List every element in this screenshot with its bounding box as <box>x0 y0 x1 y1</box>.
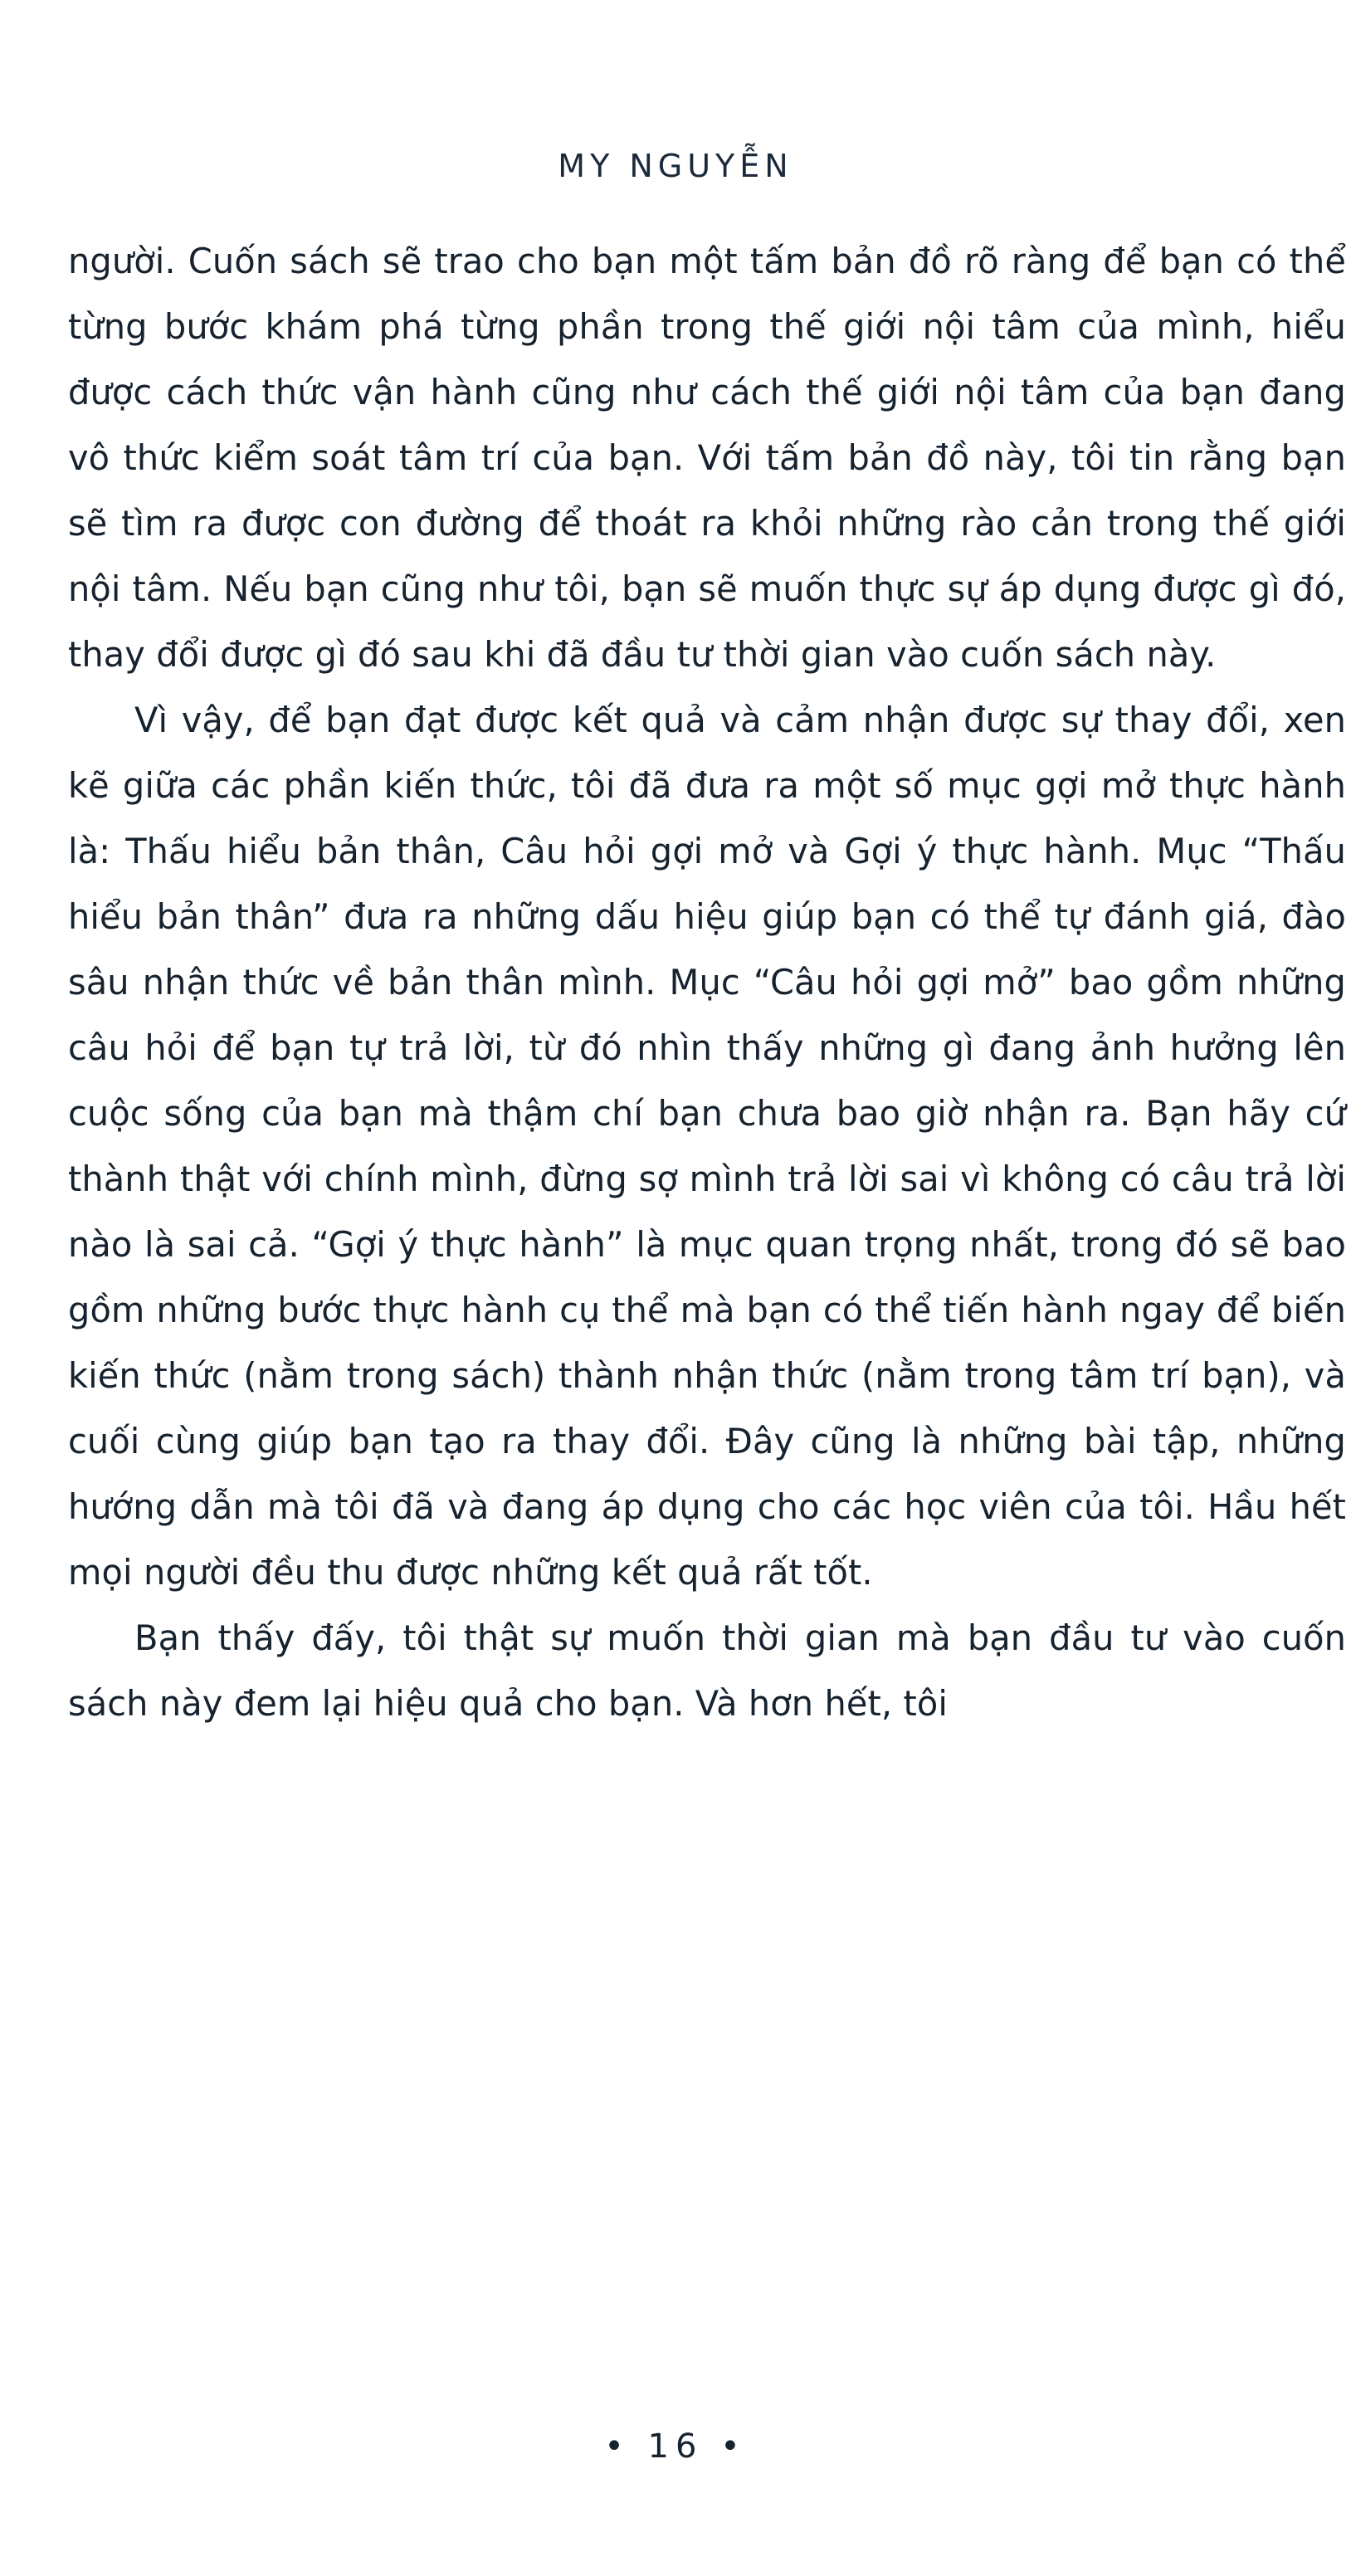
running-head: MY NGUYỄN <box>558 148 793 184</box>
paragraph-3: Bạn thấy đấy, tôi thật sự muốn thời gian mà bạn đầu tư vào cuốn sách này đem lại hiệu quả cho bạn. Và hơn hết, tôi <box>68 1617 1346 1724</box>
page-body <box>68 228 1346 1736</box>
paragraph-1: người. Cuốn sách sẽ trao cho bạn một tấm bản đồ rõ ràng để bạn có thể từng bước khám phá từng phần trong thế giới nội tâm của mình, hiểu được cách thức vận hành cũng như cách thế giới nội tâm của bạn đang vô thức kiểm soát tâm trí của bạn. Với tấm bản đồ này, tôi tin rằng bạn sẽ tìm ra được con đường để thoát ra khỏi những rào cản trong thế giới nội tâm. Nếu bạn cũng như tôi, bạn sẽ muốn thực sự áp dụng được gì đó, thay đổi được gì đó sau khi đã đầu tư thời gian vào cuốn sách này. <box>68 241 1346 675</box>
page-number: • 16 • <box>604 2427 747 2466</box>
paragraph-2: Vì vậy, để bạn đạt được kết quả và cảm nhận được sự thay đổi, xen kẽ giữa các phần kiến thức, tôi đã đưa ra một số mục gợi mở thực hành là: Thấu hiểu bản thân, Câu hỏi gợi mở và Gợi ý thực hành. Mục “Thấu hiểu bản thân” đưa ra những dấu hiệu giúp bạn có thể tự đánh giá, đào sâu nhận thức về bản thân mình. Mục “Câu hỏi gợi mở” bao gồm những câu hỏi để bạn tự trả lời, từ đó nhìn thấy những gì đang ảnh hưởng lên cuộc sống của bạn mà thậm chí bạn chưa bao giờ nhận ra. Bạn hãy cứ thành thật với chính mình, đừng sợ mình trả lời sai vì không có câu trả lời nào là sai cả. “Gợi ý thực hành” là mục quan trọng nhất, trong đó sẽ bao gồm những bước thực hành cụ thể mà bạn có thể tiến hành ngay để biến kiến thức (nằm trong sách) thành nhận thức (nằm trong tâm trí bạn), và cuối cùng giúp bạn tạo ra thay đổi. Đây cũng là những bài tập, những hướng dẫn mà tôi đã và đang áp dụng cho các học viên của tôi. Hầu hết mọi người đều thu được những kết quả rất tốt. <box>68 700 1346 1593</box>
